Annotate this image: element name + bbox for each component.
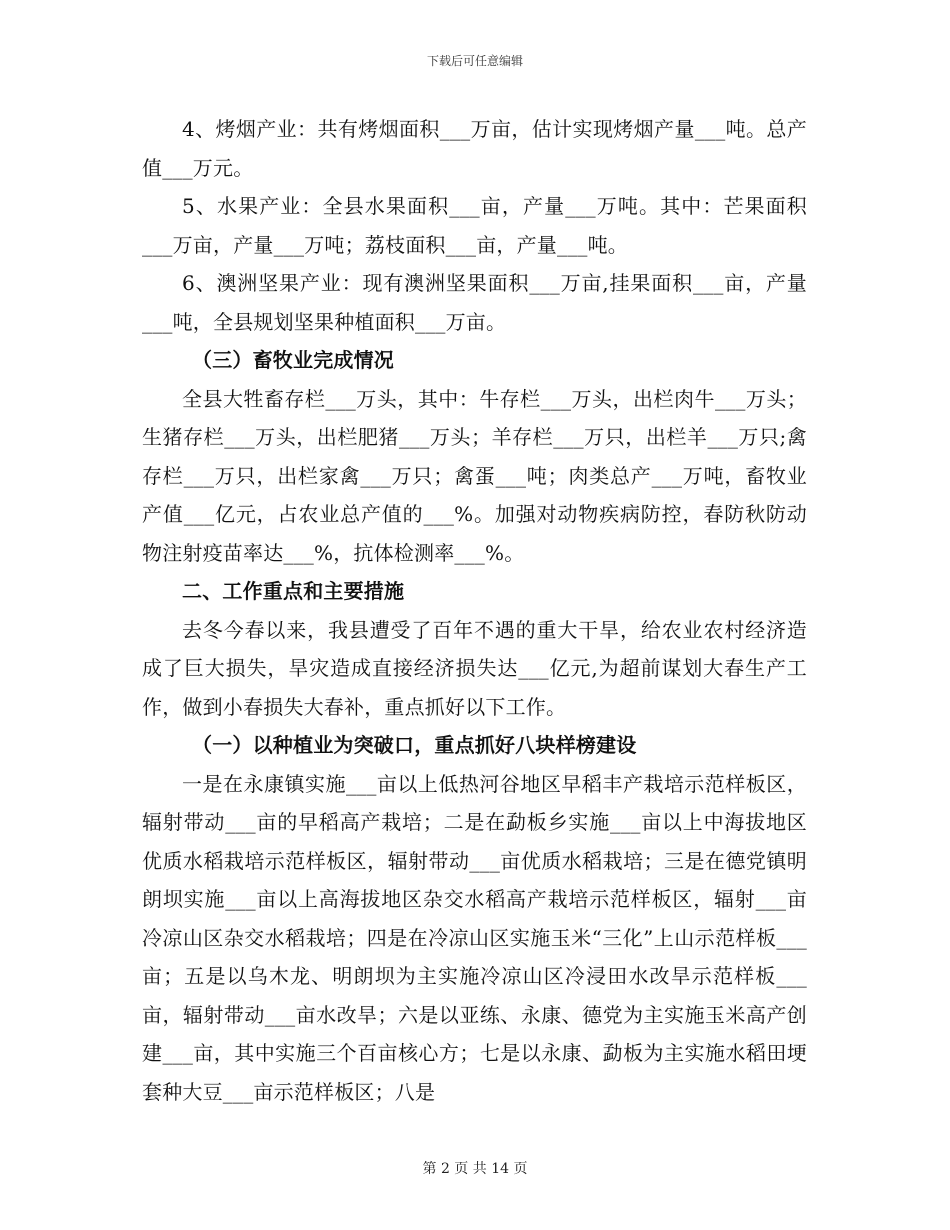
document-body bbox=[142, 110, 807, 1111]
section-heading-key-work: 二、工作重点和主要措施 bbox=[182, 579, 405, 603]
paragraph-drought: 去冬今春以来，我县遭受了百年不遇的重大干旱，给农业农村经济造成了巨大损失，旱灾造成直接经济损失达___亿元,为超前谋划大春生产工作，做到小春损失大春补，重点抓好以下工作。 bbox=[142, 617, 807, 719]
paragraph-demonstration-zones: 一是在永康镇实施___亩以上低热河谷地区早稻丰产栽培示范样板区，辐射带动___亩的早稻高产栽培；二是在勐板乡实施___亩以上中海拔地区优质水稻栽培示范样板区，辐射带动___亩优质水稻栽培；三是在德党镇明朗坝实施___亩以上高海拔地区杂交水稻高产栽培示范样板区，辐射___亩冷凉山区杂交水稻栽培；四是在冷凉山区实施玉米“三化”上山示范样板___亩；五是以乌木龙、明朗坝为主实施冷凉山区冷浸田水改旱示范样板___亩，辐射带动___亩水改旱；六是以亚练、永康、德党为主实施玉米高产创建___亩，其中实施三个百亩核心方；七是以永康、勐板为主实施水稻田埂套种大豆___亩示范样板区；八是 bbox=[142, 771, 807, 1104]
section-heading-livestock: （三）畜牧业完成情况 bbox=[192, 348, 394, 372]
page-footer: 第 2 页 共 14 页 bbox=[422, 1161, 528, 1177]
paragraph-macadamia: 6、澳洲坚果产业：现有澳洲坚果面积___万亩,挂果面积___亩，产量___吨，全县规划坚果种植面积___万亩。 bbox=[142, 271, 807, 334]
page-header: 下载后可任意编辑 bbox=[426, 54, 523, 68]
paragraph-livestock: 全县大牲畜存栏___万头，其中：牛存栏___万头，出栏肉牛___万头；生猪存栏___万头，出栏肥猪___万头；羊存栏___万只，出栏羊___万只;禽存栏___万只，出栏家禽___万只；禽蛋___吨；肉类总产___万吨，畜牧业产值___亿元，占农业总产值的___%。加强对动物疾病防控，春防秋防动物注射疫苗率达___%，抗体检测率___%。 bbox=[142, 386, 807, 565]
paragraph-tobacco: 4、烤烟产业：共有烤烟面积___万亩，估计实现烤烟产量___吨。总产值___万元。 bbox=[142, 117, 807, 180]
paragraph-fruit: 5、水果产业：全县水果面积___亩，产量___万吨。其中：芒果面积___万亩，产量___万吨；荔枝面积___亩，产量___吨。 bbox=[142, 194, 807, 257]
section-heading-planting: （一）以种植业为突破口，重点抓好八块样榜建设 bbox=[192, 733, 637, 757]
